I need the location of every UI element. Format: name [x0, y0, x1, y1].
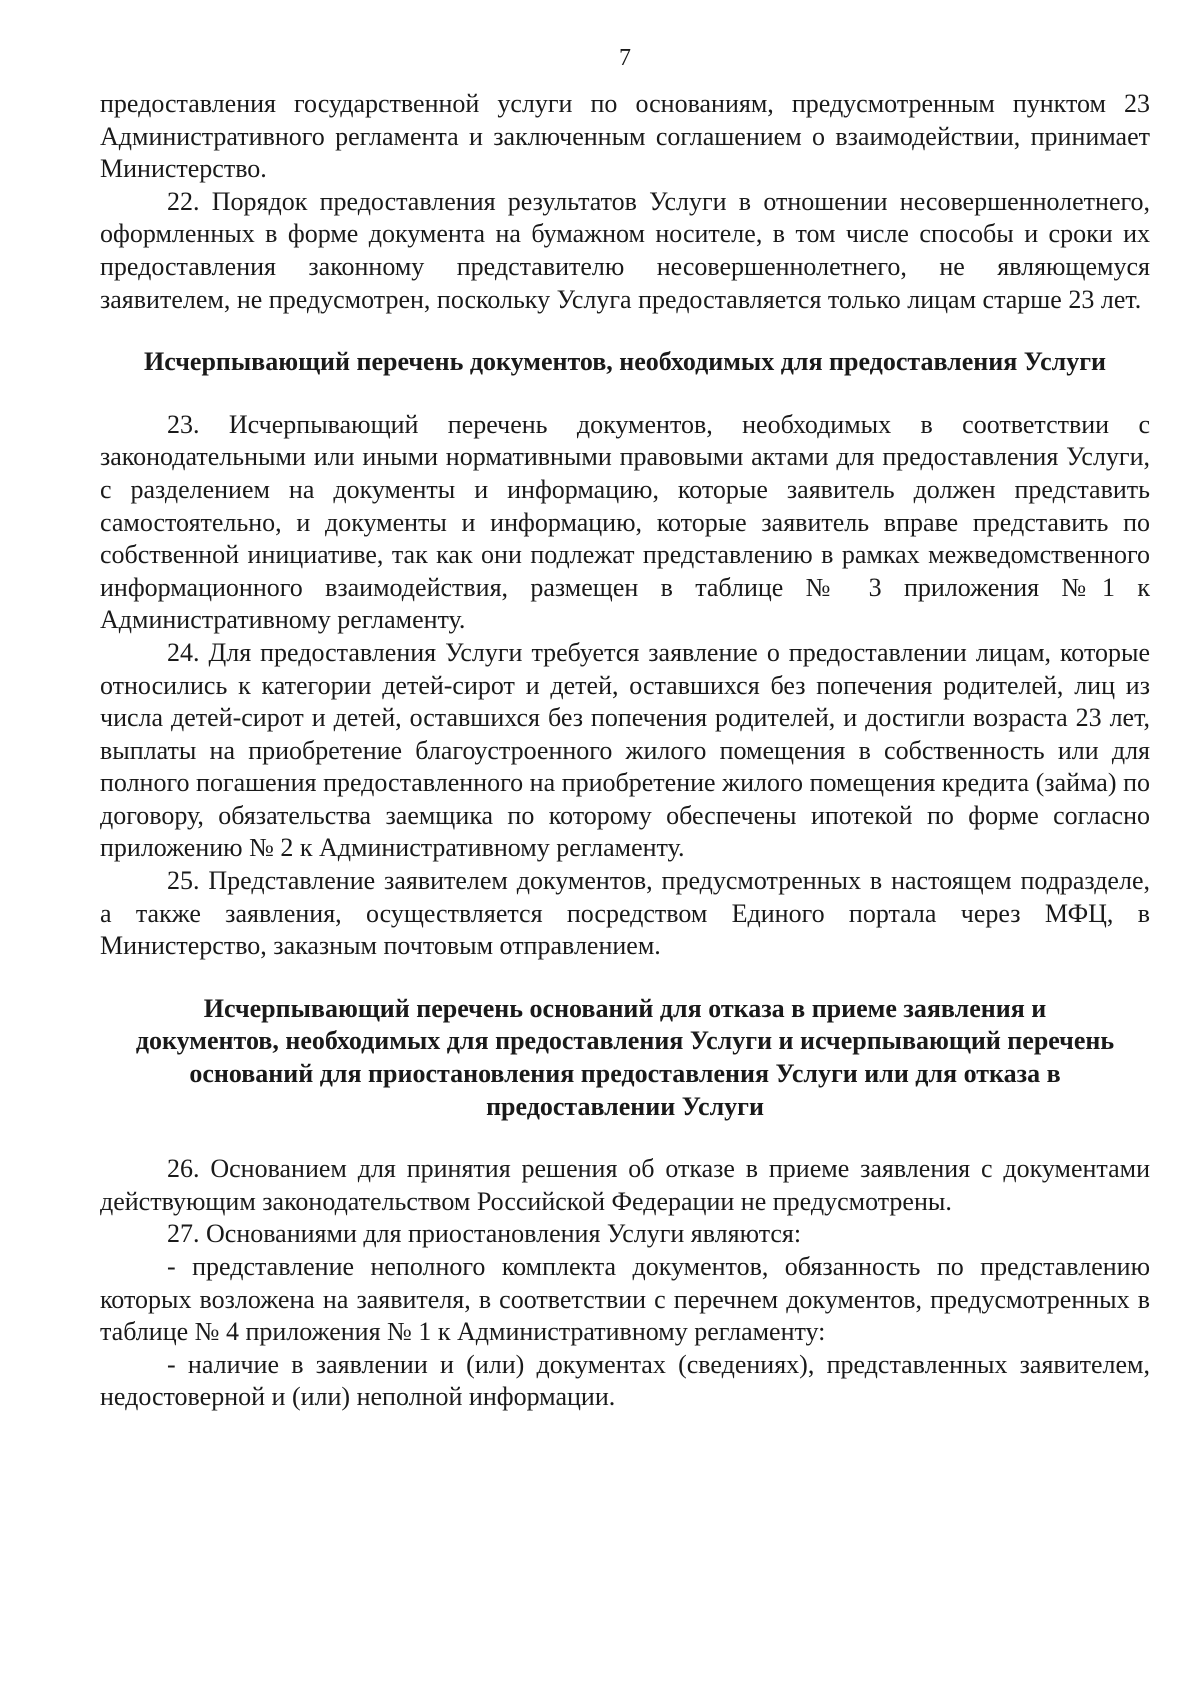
paragraph-22: 22. Порядок предоставления результатов Услуги в отношении несовершеннолетнего, оформленных в форме документа на бумажном носителе, в том числе способы и сроки их предоставления законному представителю несовершеннолетнего, не являющемуся заявителем, не предусмотрен, поскольку Услуга предоставляется только лицам старше 23 лет. — [100, 186, 1150, 314]
paragraph-25: 25. Представление заявителем документов, предусмотренных в настоящем подразделе, а также заявления, осуществляется посредством Единого портала через МФЦ, в Министерство, заказным почтовым отправлением. — [100, 866, 1150, 961]
paragraph-27: 27. Основаниями для приостановления Услуги являются: — [167, 1219, 802, 1249]
list-item-incomplete-documents: - представление неполного комплекта документов, обязанность по представлению которых возложена на заявителя, в соответствии с перечнем документов, предусмотренных в таблице № 4 приложения № 1 к Административному регламенту: — [100, 1252, 1150, 1347]
section-heading-documents: Исчерпывающий перечень документов, необходимых для предоставления Услуги — [144, 347, 1106, 377]
section-heading-refusal-grounds: Исчерпывающий перечень оснований для отказа в приеме заявления и документов, необходимых для предоставления Услуги и исчерпывающий перечень оснований для приостановления предоставления Услуги или для отказа в предоставлении Услуги — [135, 993, 1115, 1121]
paragraph-continuation: предоставления государственной услуги по основаниям, предусмотренным пунктом 23 Административного регламента и заключенным соглашением о взаимодействии, принимает Министерство. — [100, 89, 1150, 184]
document-body — [100, 88, 1150, 1414]
paragraph-26: 26. Основанием для принятия решения об отказе в приеме заявления с документами действующим законодательством Российской Федерации не предусмотрены. — [100, 1154, 1150, 1216]
page-number: 7 — [619, 45, 631, 71]
list-item-inaccurate-information: - наличие в заявлении и (или) документах (сведениях), представленных заявителем, недостоверной и (или) неполной информации. — [100, 1349, 1150, 1412]
paragraph-23: 23. Исчерпывающий перечень документов, необходимых в соответствии с законодательными или иными нормативными правовыми актами для предоставления Услуги, с разделением на документы и информацию, которые заявитель должен представить самостоятельно, и документы и информацию, которые заявитель вправе представить по собственной инициативе, так как они подлежат представлению в рамках межведомственного информационного взаимодействия, размещен в таблице № 3 приложения №1 к Административному регламенту. — [100, 409, 1150, 635]
paragraph-24: 24. Для предоставления Услуги требуется заявление о предоставлении лицам, которые относились к категории детей-сирот и детей, оставшихся без попечения родителей, лиц из числа детей-сирот и детей, оставшихся без попечения родителей, и достигли возраста 23 лет, выплаты на приобретение благоустроенного жилого помещения в собственность или для полного погашения предоставленного на приобретение жилого помещения кредита (займа) по договору, обязательства заемщика по которому обеспечены ипотекой по форме согласно приложению № 2 к Административному регламенту. — [100, 637, 1150, 863]
